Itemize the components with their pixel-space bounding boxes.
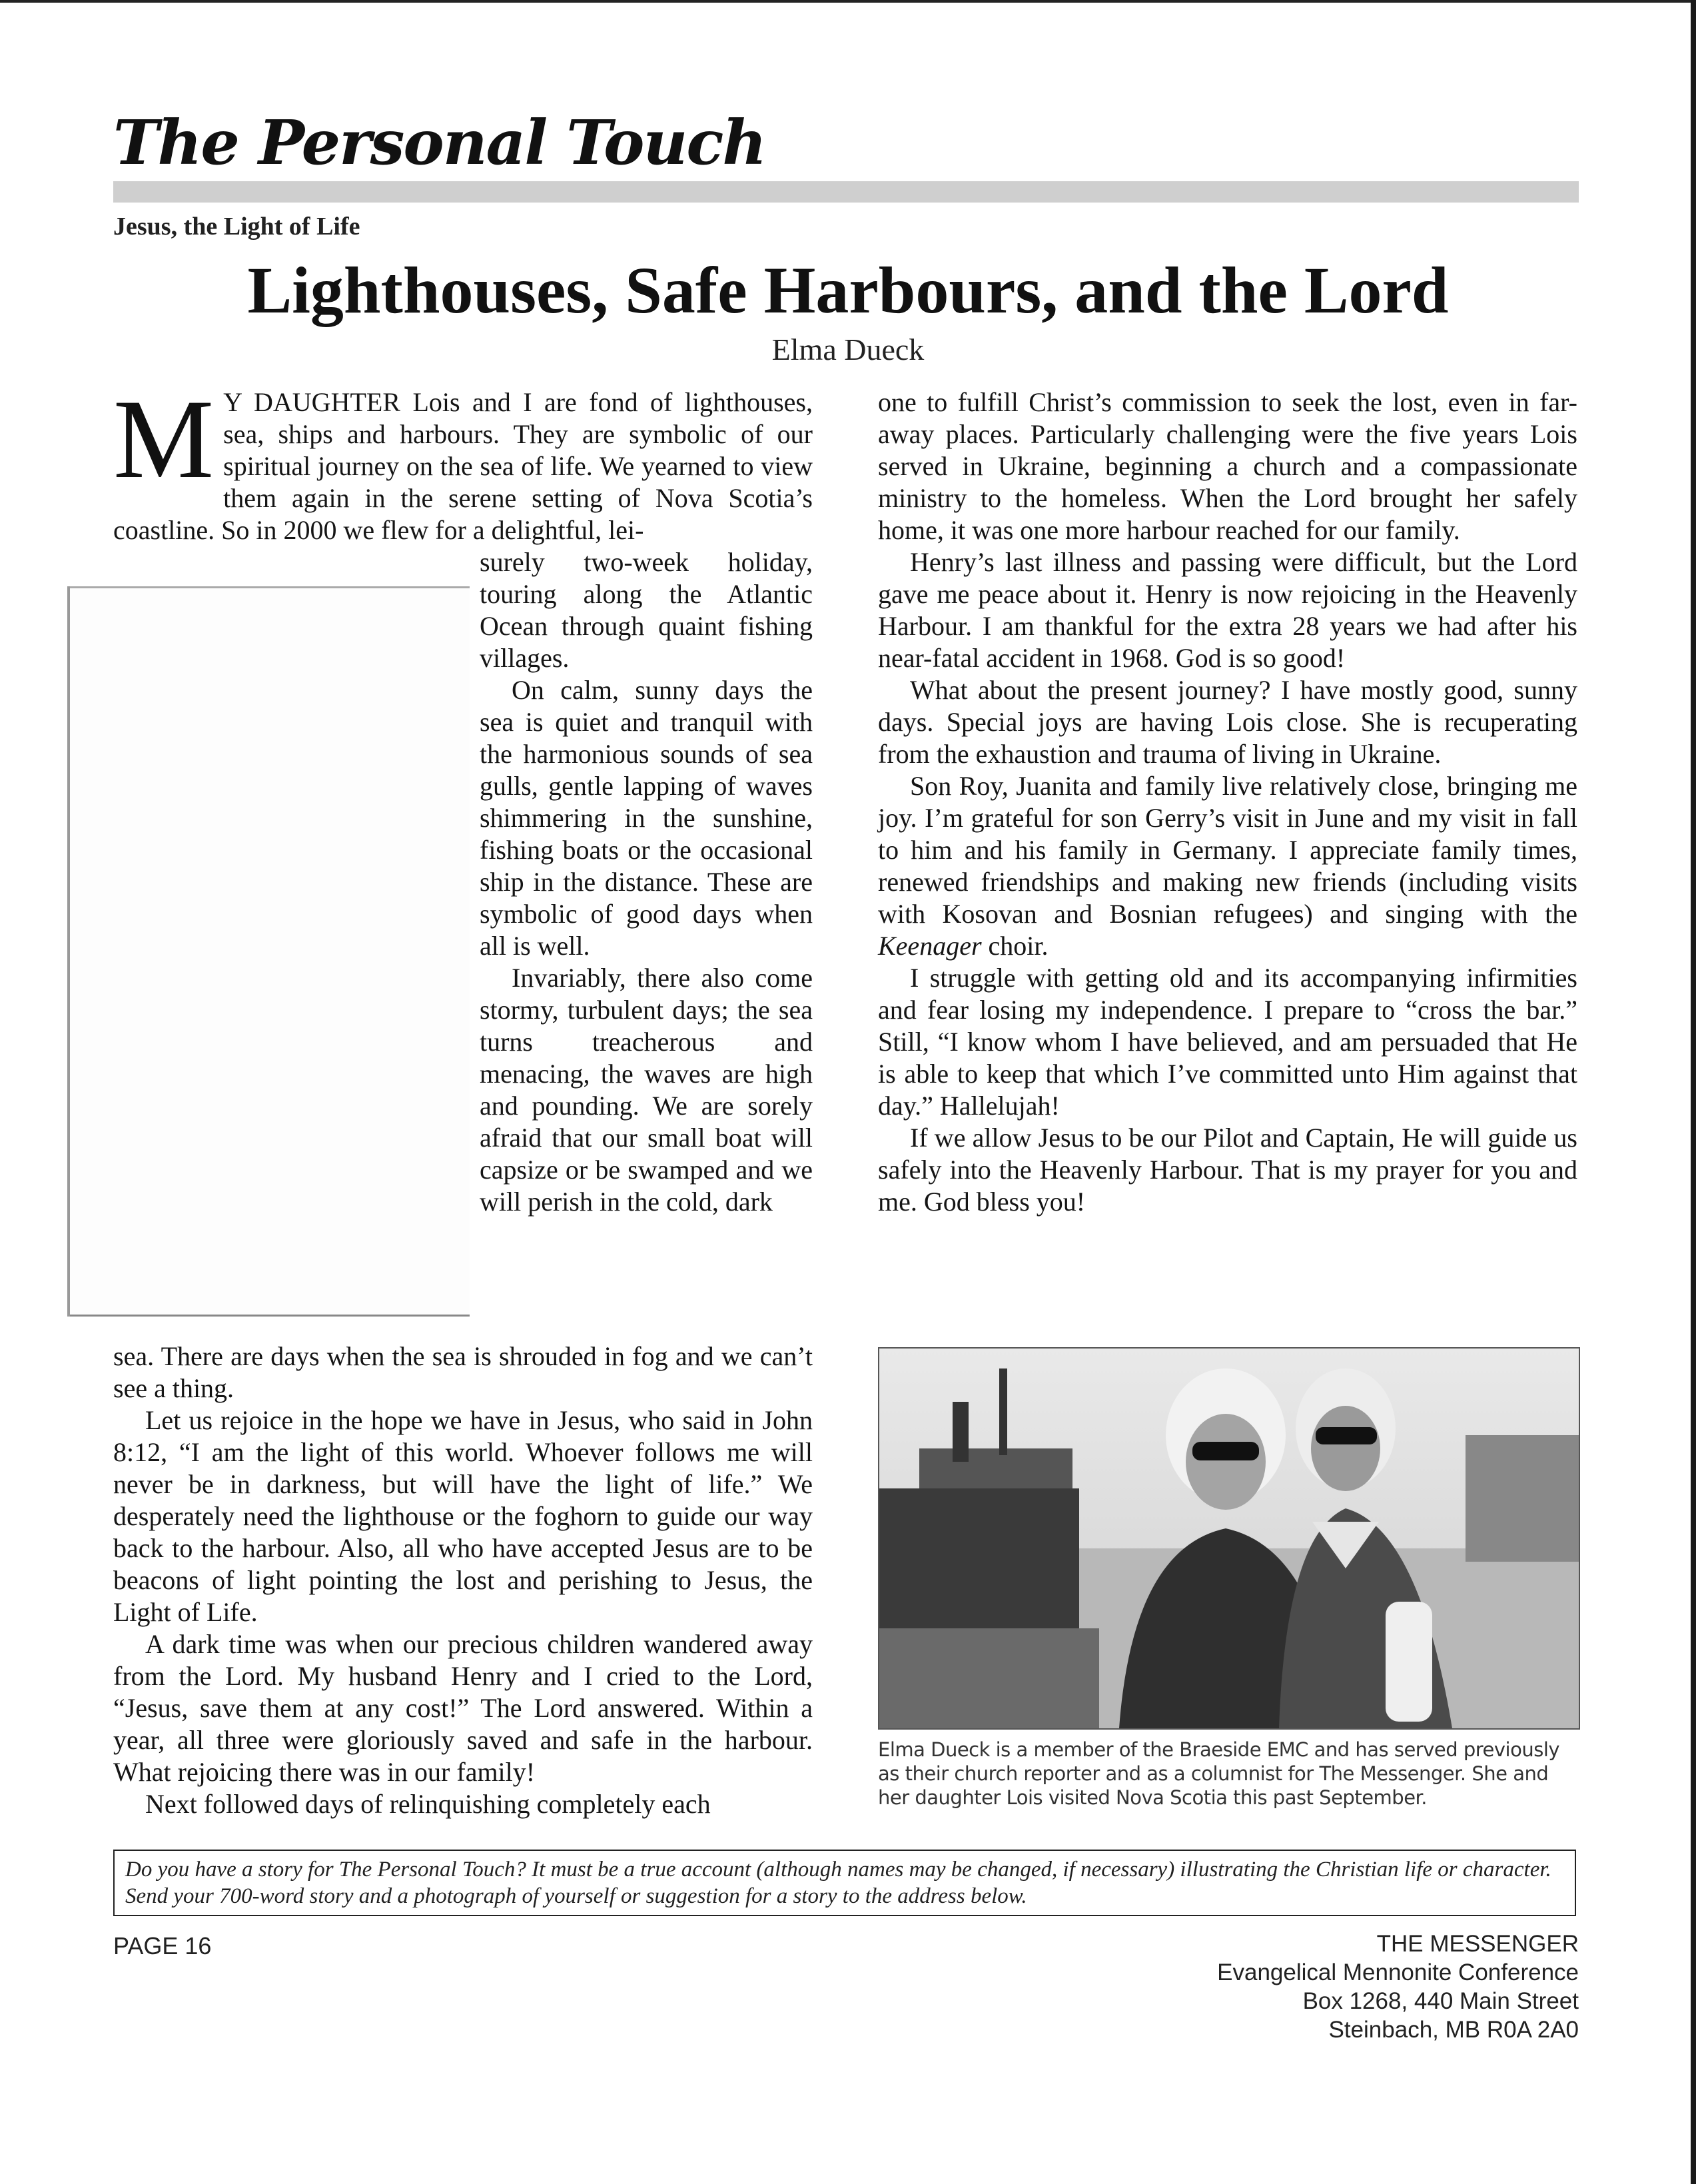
submission-notice: Do you have a story for The Personal Touch? It must be a true account (although names may be changed, if necessary) illustrating the Christian life or character. Send your 700-word story and a photograph of yourself or suggestion for a story to the address below. [113,1850,1576,1916]
paragraph: I struggle with getting old and its accompanying infirmities and fear losing my independence. I prepare to “cross the bar.” Still, “I know whom I have believed, and am persuaded that He is able to keep that which I’ve committed unto Him against that day.” Hallelujah! [878,963,1577,1121]
intro-paragraph [113,376,813,546]
column-title: The Personal Touch [113,107,766,179]
paragraph: On calm, sunny days the sea is quiet and tranquil with the harmonious sounds of sea gulls, gentle lapping of waves shimmering in the sunshine, fishing boats or the occasional ship in the distance. These are symbolic of good days when all is well. [480,675,813,961]
paragraph: Son Roy, Juanita and family live relatively close, bringing me joy. I’m grateful for son Gerry’s visit in June and my visit in fall to him and his family in Germany. I appreciate family times, renewed friendships and making new friends (including visits with Kosovan and Bosnian refugees) and singing with the Keenager choir. [878,771,1577,961]
byline: Elma Dueck [771,332,925,366]
paragraph: surely two-week holiday, touring along the Atlantic Ocean through quaint fishing villages. [480,547,813,673]
headline: Lighthouses, Safe Harbours, and the Lord [247,253,1449,327]
paragraph: one to fulfill Christ’s commission to seek the lost, even in far-away places. Particularly challenging were the five years Lois served in Ukraine, beginning a church and a compassionate ministry to the homeless. When the Lord brought her safely home, it was one more harbour reached for our family. [878,387,1577,545]
kicker: Jesus, the Light of Life [113,213,360,241]
paragraph: Next followed days of relinquishing completely each [145,1789,711,1819]
address-line: Evangelical Mennonite Conference [1217,1959,1579,1985]
paragraph: Invariably, there also come stormy, turbulent days; the sea turns treacherous and menacing, the waves are high and pounding. We are sorely afraid that our small boat will capsize or be swamped and we will perish in the cold, dark [480,963,813,1217]
address-line: Steinbach, MB R0A 2A0 [1328,2017,1579,2043]
address-line: Box 1268, 440 Main Street [1302,1988,1579,2014]
wrapped-column [480,546,813,1218]
paragraph: Henry’s last illness and passing were difficult, but the Lord gave me peace about it. Henry is now rejoicing in the Heavenly Harbour. I am thankful for the extra 28 years we had after his near-fatal accident in 1968. God is so good! [878,547,1577,673]
paragraph: Let us rejoice in the hope we have in Jesus, who said in John 8:12, “I am the light of this world. Whoever follows me will never be in darkness, but will have the light of life.” We desperately need the lighthouse or the foghorn to guide our way back to the harbour. Also, all who have accepted Jesus are to be beacons of light pointing the lost and perishing to Jesus, the Light of Life. [113,1405,813,1627]
page-number: PAGE 16 [113,1932,212,1959]
photo-caption: Elma Dueck is a member of the Braeside EMC and has served previously as their church reporter and as a columnist for The Messenger. She and her daughter Lois visited Nova Scotia this past September. [878,1738,1560,1809]
address-line: THE MESSENGER [1376,1931,1579,1957]
blank-image-placeholder [70,586,470,1317]
title-bar [113,181,1579,203]
top-rule [0,0,1696,3]
publisher-address [1092,1929,1579,2044]
paragraph: If we allow Jesus to be our Pilot and Captain, He will guide us safely into the Heavenly Harbour. That is my prayer for you and me. God bless you! [878,1123,1577,1217]
choir-name: Keenager [878,931,982,961]
dropcap: M [113,376,214,502]
left-column-lower [113,1341,813,1820]
paragraph: sea. There are days when the sea is shrouded in fog and we can’t see a thing. [113,1341,813,1403]
paragraph: What about the present journey? I have mostly good, sunny days. Special joys are having Lois close. She is recuperating from the exhaustion and trauma of living in Ukraine. [878,675,1577,769]
author-photo [878,1347,1580,1730]
intro-text: Y DAUGHTER Lois and I are fond of lighthouses, sea, ships and harbours. They are symbolic of our spiritual journey on the sea of life. We yearned to view them again in the serene setting of Nova Scotia’s coastline. So in 2000 we flew for a delightful, lei- [113,387,813,545]
right-column [878,386,1577,1218]
paragraph: A dark time was when our precious children wandered away from the Lord. My husband Henry and I cried to the Lord, “Jesus, save them at any cost!” The Lord answered. Within a year, all three were gloriously saved and safe in the harbour. What rejoicing there was in our family! [113,1629,813,1787]
